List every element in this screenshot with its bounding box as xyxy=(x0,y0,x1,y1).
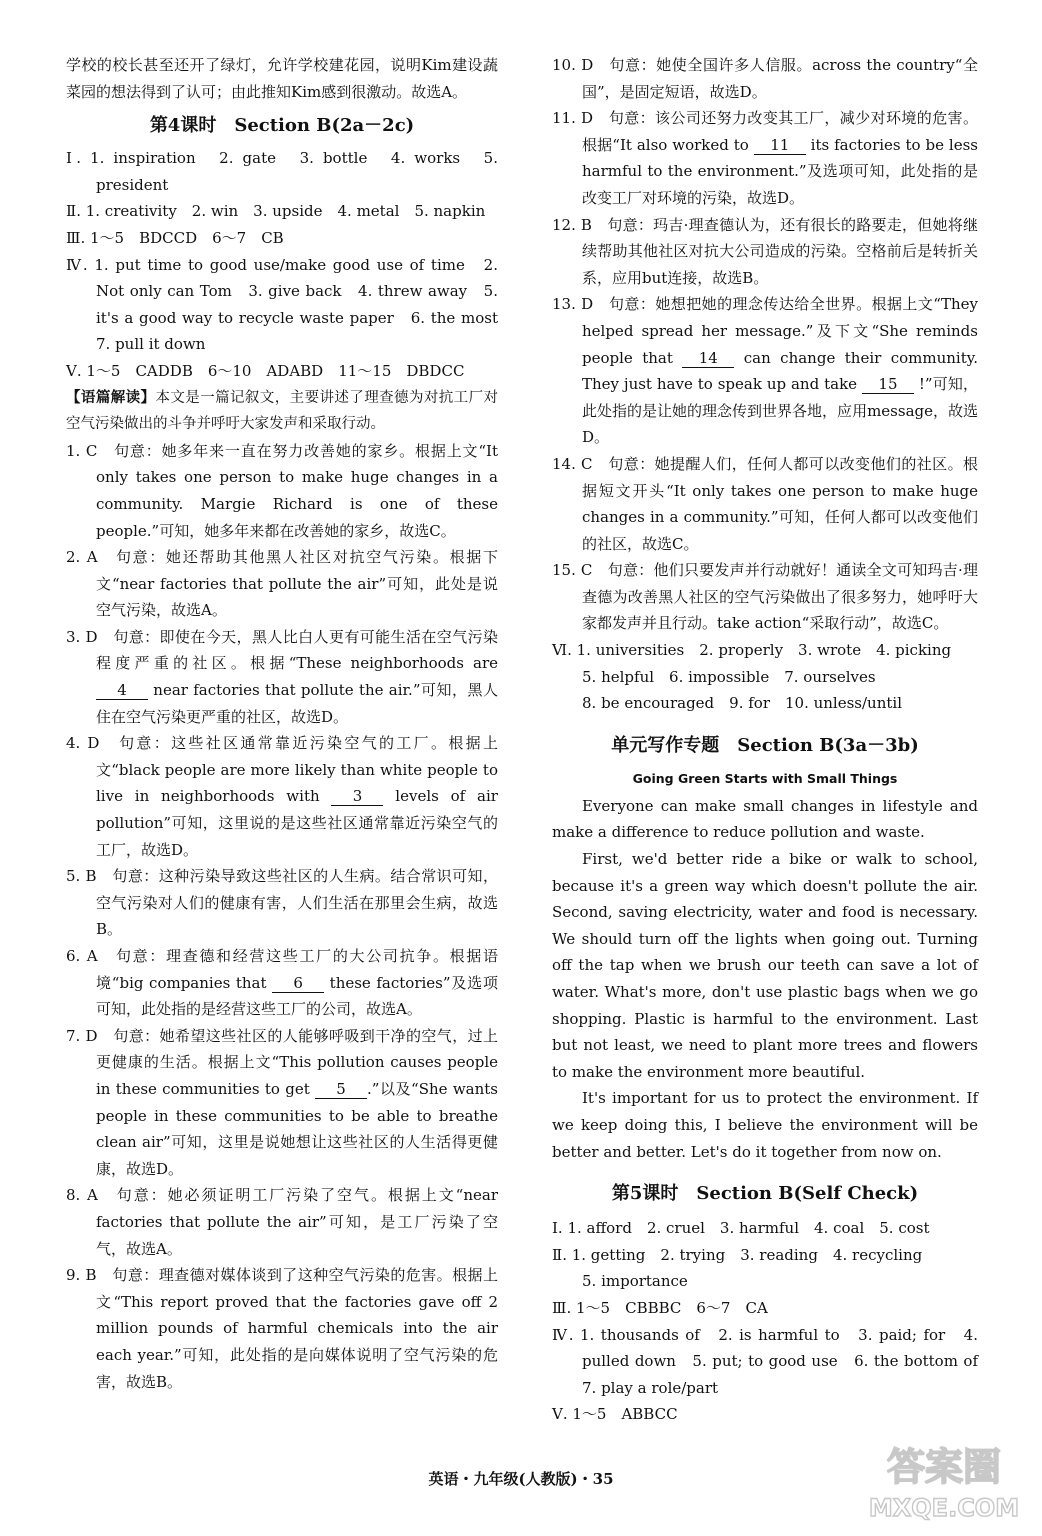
blank: 3 xyxy=(331,787,383,806)
note-tag: 【语篇解读】 xyxy=(66,388,156,406)
s5-answers-III: Ⅲ. 1～5 CBBBC 6～7 CA xyxy=(552,1298,768,1317)
watermark-logo xyxy=(858,1434,1030,1530)
right-column xyxy=(552,52,994,1428)
section-4-title: 第4课时 Section B(2a－2c) xyxy=(149,115,415,137)
question-10: 10. D 句意：她使全国许多人信服。across the country“全国”，是固定短语，故选D。 xyxy=(552,56,978,101)
answers-VI-line1: Ⅵ. 1. universities 2. properly 3. wrote 4. picking xyxy=(552,641,952,660)
question-4: 4. D 句意：这些社区通常靠近污染空气的工厂。根据上文“black people are more likely than white people to live in neighborhoods with 3 levels of air pollution”可知，这里说的是这些社区通常靠近污染空气的工厂，故选D。 xyxy=(66,734,498,859)
blank: 4 xyxy=(96,681,148,700)
composition-paragraph-3: It's important for us to protect the environment. If we keep doing this, I believe the environment will be better and better. Let's do it together from now on. xyxy=(552,1089,978,1161)
s5-answers-I: Ⅰ. 1. afford 2. cruel 3. harmful 4. coal 5. cost xyxy=(552,1219,930,1238)
intro-paragraph: 学校的校长甚至还开了绿灯，允许学校建花园，说明Kim建设蔬菜园的想法得到了认可；由此推知Kim感到很激动。故选A。 xyxy=(66,56,498,101)
question-14: 14. C 句意：她提醒人们，任何人都可以改变他们的社区。根据短文开头“It only takes one person to make huge changes in a community.”可知，任何人都可以改变他们的社区，故选C。 xyxy=(552,454,978,553)
passage-note xyxy=(66,385,498,438)
left-column xyxy=(66,52,514,1395)
composition-paragraph-2: First, we'd better ride a bike or walk to school, because it's a green way which doesn't pollute the air. Second, saving electricity, water and food is necessary. We should turn off the lights when going out. Turning off the tap when we brush our teeth can save a lot of water. What's more, don't use plastic bags when we go shopping. Plastic is harmful to the environment. Last but not least, we need to plant more trees and flowers to make the environment more beautiful. xyxy=(552,850,978,1081)
note-text: 本文是一篇记叙文，主要讲述了理查德为对抗工厂对空气污染做出的斗争并呼吁大家发声和采取行动。 xyxy=(66,389,499,433)
writing-section-title: 单元写作专题 Section B(3a－3b) xyxy=(611,734,919,756)
blank: 5 xyxy=(315,1080,367,1099)
blank: 14 xyxy=(682,349,734,368)
question-6: 6. A 句意：理查德和经营这些工厂的大公司抗争。根据语境“big companies that 6 these factories”及选项可知，此处指的是经营这些工厂的公司，故选A。 xyxy=(66,947,498,1019)
question-1: 1. C 句意：她多年来一直在努力改善她的家乡。根据上文“It only takes one person to make huge changes in a community. Margie Richard is one of these people.”可知，她多年来都在改善她的家乡，故选C。 xyxy=(66,441,498,540)
composition-paragraph-1: Everyone can make small changes in lifestyle and make a difference to reduce pollution and waste. xyxy=(552,796,978,842)
question-11: 11. D 句意：该公司还努力改变其工厂，减少对环境的危害。根据“It also worked to 11 its factories to be less harmful to the environment.”及选项可知，此处指的是改变工厂对环境的污染，故选D。 xyxy=(552,109,978,207)
answers-IV: Ⅳ. 1. put time to good use/make good use of time 2. Not only can Tom 3. give back 4. threw away 5. it's a good way to recycle waste paper 6. the most 7. pull it down xyxy=(66,255,514,354)
section-5-title: 第5课时 Section B(Self Check) xyxy=(611,1183,919,1205)
watermark-line1: 答案圈 xyxy=(886,1445,1002,1489)
question-3: 3. D 句意：即使在今天，黑人比白人更有可能生活在空气污染程度严重的社区。根据“These neighborhoods are 4 near factories that pollute the air.”可知，黑人住在空气污染更严重的社区，故选D。 xyxy=(66,627,498,726)
s5-answers-II-line1: Ⅱ. 1. getting 2. trying 3. reading 4. recycling xyxy=(552,1245,923,1264)
question-15: 15. C 句意：他们只要发声并行动就好！通读全文可知玛吉·理查德为改善黑人社区的空气污染做出了很多努力，她呼吁大家都发声并且行动。take action“采取行动”，故选C。 xyxy=(552,561,978,633)
answers-III: Ⅲ. 1～5 BDCCD 6～7 CB xyxy=(66,228,284,247)
s5-answers-V: Ⅴ. 1～5 ABBCC xyxy=(552,1405,678,1424)
question-13: 13. D 句意：她想把她的理念传达给全世界。根据上文“They helped spread her message.”及下文“She reminds people that 14 can change their community. They just have to speak up and take 15 !”可知，此处指的是让她的理念传到世界各地，应用message，故选D。 xyxy=(552,295,979,447)
blank: 6 xyxy=(272,974,324,993)
answers-VI-line3: 8. be encouraged 9. for 10. unless/until xyxy=(582,694,902,713)
question-7: 7. D 句意：她希望这些社区的人能够呼吸到干净的空气，过上更健康的生活。根据上文“This pollution causes people in these communities to get 5 .”以及“She wants people in these communities to be able to breathe clean air”可知，这里是说她想让这些社区的人生活得更健康，故选D。 xyxy=(66,1026,498,1178)
blank: 15 xyxy=(862,375,914,394)
page-footer: 英语・九年级(人教版)・35 xyxy=(428,1470,614,1488)
composition-title: Going Green Starts with Small Things xyxy=(632,770,898,786)
answers-VI-line2: 5. helpful 6. impossible 7. ourselves xyxy=(582,667,876,686)
s5-answers-IV: Ⅳ. 1. thousands of 2. is harmful to 3. paid; for 4. pulled down 5. put; to good use 6. the bottom of 7. play a role/part xyxy=(552,1325,994,1397)
answers-V: Ⅴ. 1～5 CADDB 6～10 ADABD 11～15 DBDCC xyxy=(66,361,465,380)
answers-I: Ⅰ. 1. inspiration 2. gate 3. bottle 4. works 5. president xyxy=(66,149,498,194)
s5-answers-II-line2: 5. importance xyxy=(582,1272,688,1291)
question-12: 12. B 句意：玛吉·理查德认为，还有很长的路要走，但她将继续帮助其他社区对抗大公司造成的污染。空格前后是转折关系，应用but连接，故选B。 xyxy=(552,215,978,287)
answers-II: Ⅱ. 1. creativity 2. win 3. upside 4. metal 5. napkin xyxy=(66,202,486,221)
question-8: 8. A 句意：她必须证明工厂污染了空气。根据上文“near factories that pollute the air”可知，是工厂污染了空气，故选A。 xyxy=(66,1186,498,1258)
blank: 11 xyxy=(754,136,806,155)
question-2: 2. A 句意：她还帮助其他黑人社区对抗空气污染。根据下文“near factories that pollute the air”可知，此处是说空气污染，故选A。 xyxy=(66,548,498,620)
question-5: 5. B 句意：这种污染导致这些社区的人生病。结合常识可知，空气污染对人们的健康有害，人们生活在那里会生病，故选B。 xyxy=(66,867,498,939)
watermark-line2: MXQE.COM xyxy=(868,1494,1020,1522)
question-9: 9. B 句意：理查德对媒体谈到了这种空气污染的危害。根据上文“This report proved that the factories gave off 2 million pounds of harmful chemicals into the air each year.”可知，此处指的是向媒体说明了空气污染的危害，故选B。 xyxy=(66,1266,498,1391)
